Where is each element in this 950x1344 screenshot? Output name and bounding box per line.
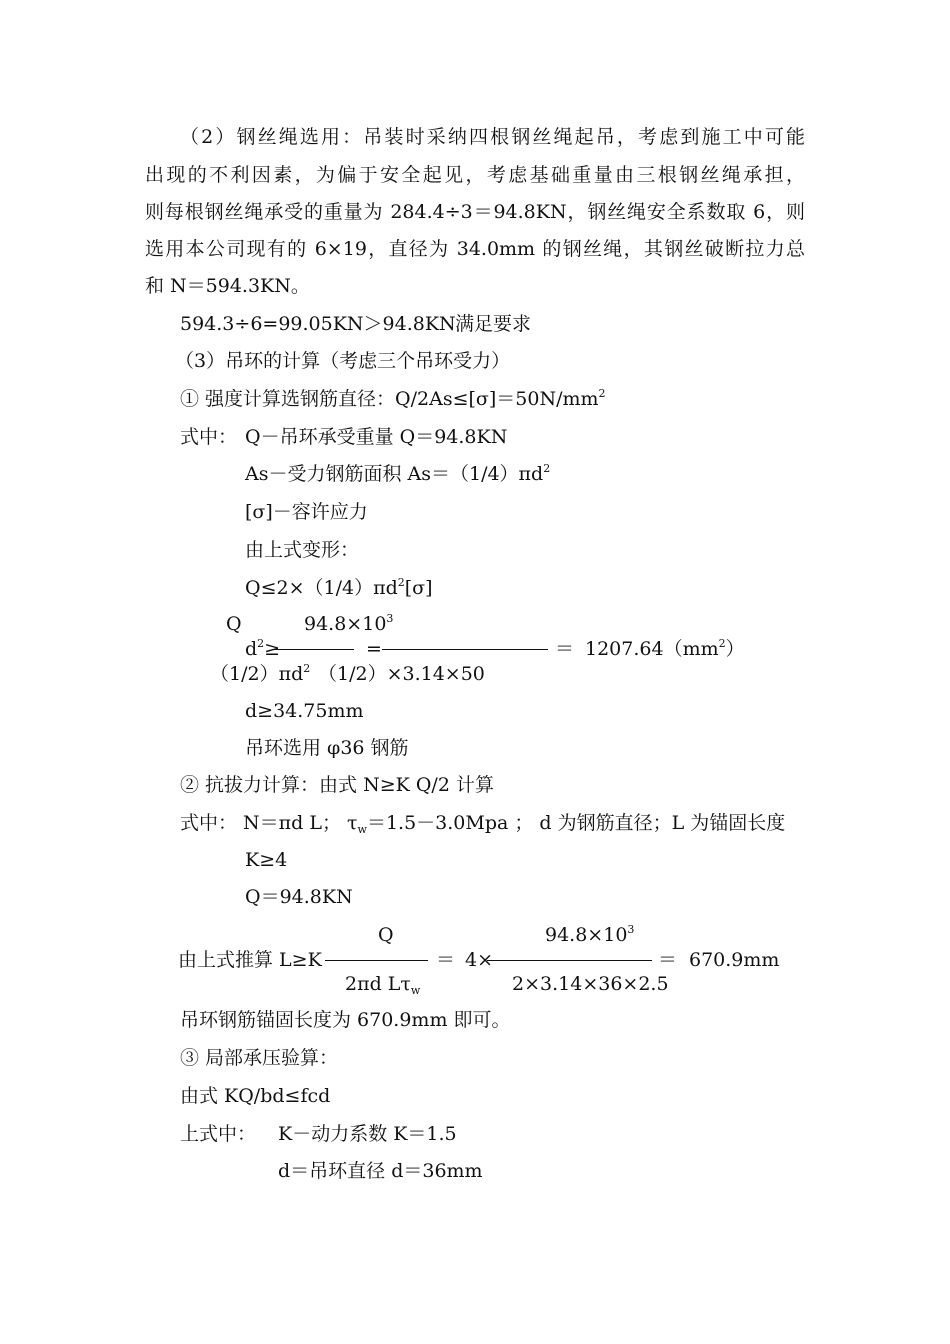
section-3-title: （3）吊环的计算（考虑三个吊环受力） bbox=[175, 350, 511, 372]
frac1-left-fraction-bar bbox=[272, 649, 354, 650]
bearing-where-label: 上式中： bbox=[180, 1123, 257, 1145]
frac1-result: $1207.64(mm^2)$ bbox=[585, 637, 745, 660]
rope-check-result: 满足要求 bbox=[455, 313, 532, 335]
as-definition: As－受力钢筋面积 $As=(1/4)\pi d^2$ bbox=[245, 462, 551, 485]
para-line-3: 则每根钢丝绳承受的重量为 284.4÷3＝94.8KN，钢丝绳安全系数取 6，则 bbox=[145, 201, 805, 223]
frac2-numerator-right: $94.8\times 10^3$ bbox=[545, 923, 635, 946]
pullout-where: 式中： N＝πd L； $\tau_w=1.5-3.0Mpa$ ； d 为钢筋直径；L 为锚固长度 bbox=[180, 812, 786, 836]
frac1-lhs: $d^2\ge$ bbox=[245, 637, 281, 660]
bearing-title: ③ 局部承压验算： bbox=[180, 1047, 339, 1069]
bearing-formula: 由式 KQ/bd≤fcd bbox=[180, 1085, 331, 1107]
sigma-definition: [σ]－容许应力 bbox=[245, 501, 368, 523]
anchor-length: 吊环钢筋锚固长度为 670.9mm 即可。 bbox=[180, 1009, 511, 1031]
strength-title: ① 强度计算选钢筋直径：$Q/2As\le[\sigma]=50N/mm^2$ bbox=[180, 387, 606, 410]
bearing-d-definition: d＝吊环直径 d＝36mm bbox=[278, 1160, 483, 1182]
frac1-numerator-right: $94.8\times 10^3$ bbox=[304, 612, 394, 635]
para-line-1: （2）钢丝绳选用：吊装时采纳四根钢丝绳起吊，考虑到施工中可能 bbox=[180, 126, 805, 148]
q-definition: Q－吊环承受重量 Q＝94.8KN bbox=[245, 426, 508, 448]
frac2-right-fraction-bar bbox=[487, 960, 652, 961]
frac1-denominator-left: $(1/2)\pi d^2$ bbox=[210, 662, 311, 685]
frac2-equals-2: ＝ bbox=[658, 949, 678, 971]
frac1-right-fraction-bar bbox=[382, 649, 548, 650]
frac2-multiplier: 4× bbox=[465, 949, 494, 971]
frac2-left-fraction-bar bbox=[325, 960, 428, 961]
para-line-5: 和 N＝594.3KN。 bbox=[145, 275, 310, 297]
d-result: d≥34.75mm bbox=[245, 700, 364, 722]
para-line-4: 选用本公司现有的 6×19，直径为 34.0mm 的钢丝绳，其钢丝破断拉力总 bbox=[145, 238, 805, 260]
pullout-k: K≥4 bbox=[245, 849, 288, 871]
rope-check-expression: 594.3÷6=99.05KN＞94.8KN bbox=[180, 313, 456, 335]
inequality: $Q\le 2\times(1/4)\pi d^2[\sigma]$ bbox=[245, 576, 433, 599]
frac2-numerator-left: Q bbox=[378, 924, 394, 946]
frac2-result: 670.9mm bbox=[689, 949, 780, 971]
frac2-lhs: 由上式推算 L≥K bbox=[178, 949, 322, 971]
frac1-equals-2: ＝ bbox=[555, 638, 575, 660]
where-label: 式中： bbox=[180, 426, 238, 448]
pullout-q: Q＝94.8KN bbox=[245, 886, 353, 908]
frac1-denominator-right: （1/2）×3.14×50 bbox=[318, 663, 485, 685]
frac1-equals-1: = bbox=[366, 638, 382, 660]
frac2-denominator-left: 2πd $L\tau_w$ bbox=[345, 973, 421, 997]
pullout-title: ② 抗拔力计算：由式 N≥K Q/2 计算 bbox=[180, 774, 494, 796]
ring-choice: 吊环选用 φ36 钢筋 bbox=[245, 737, 409, 759]
frac1-numerator-left: Q bbox=[226, 613, 242, 635]
frac2-equals-1: ＝ bbox=[436, 949, 456, 971]
bearing-k-definition: K－动力系数 K＝1.5 bbox=[278, 1123, 457, 1145]
frac2-denominator-right: 2×3.14×36×2.5 bbox=[512, 973, 669, 995]
para-line-2: 出现的不利因素，为偏于安全起见，考虑基础重量由三根钢丝绳承担， bbox=[145, 164, 805, 186]
transform-label: 由上式变形： bbox=[245, 539, 360, 561]
